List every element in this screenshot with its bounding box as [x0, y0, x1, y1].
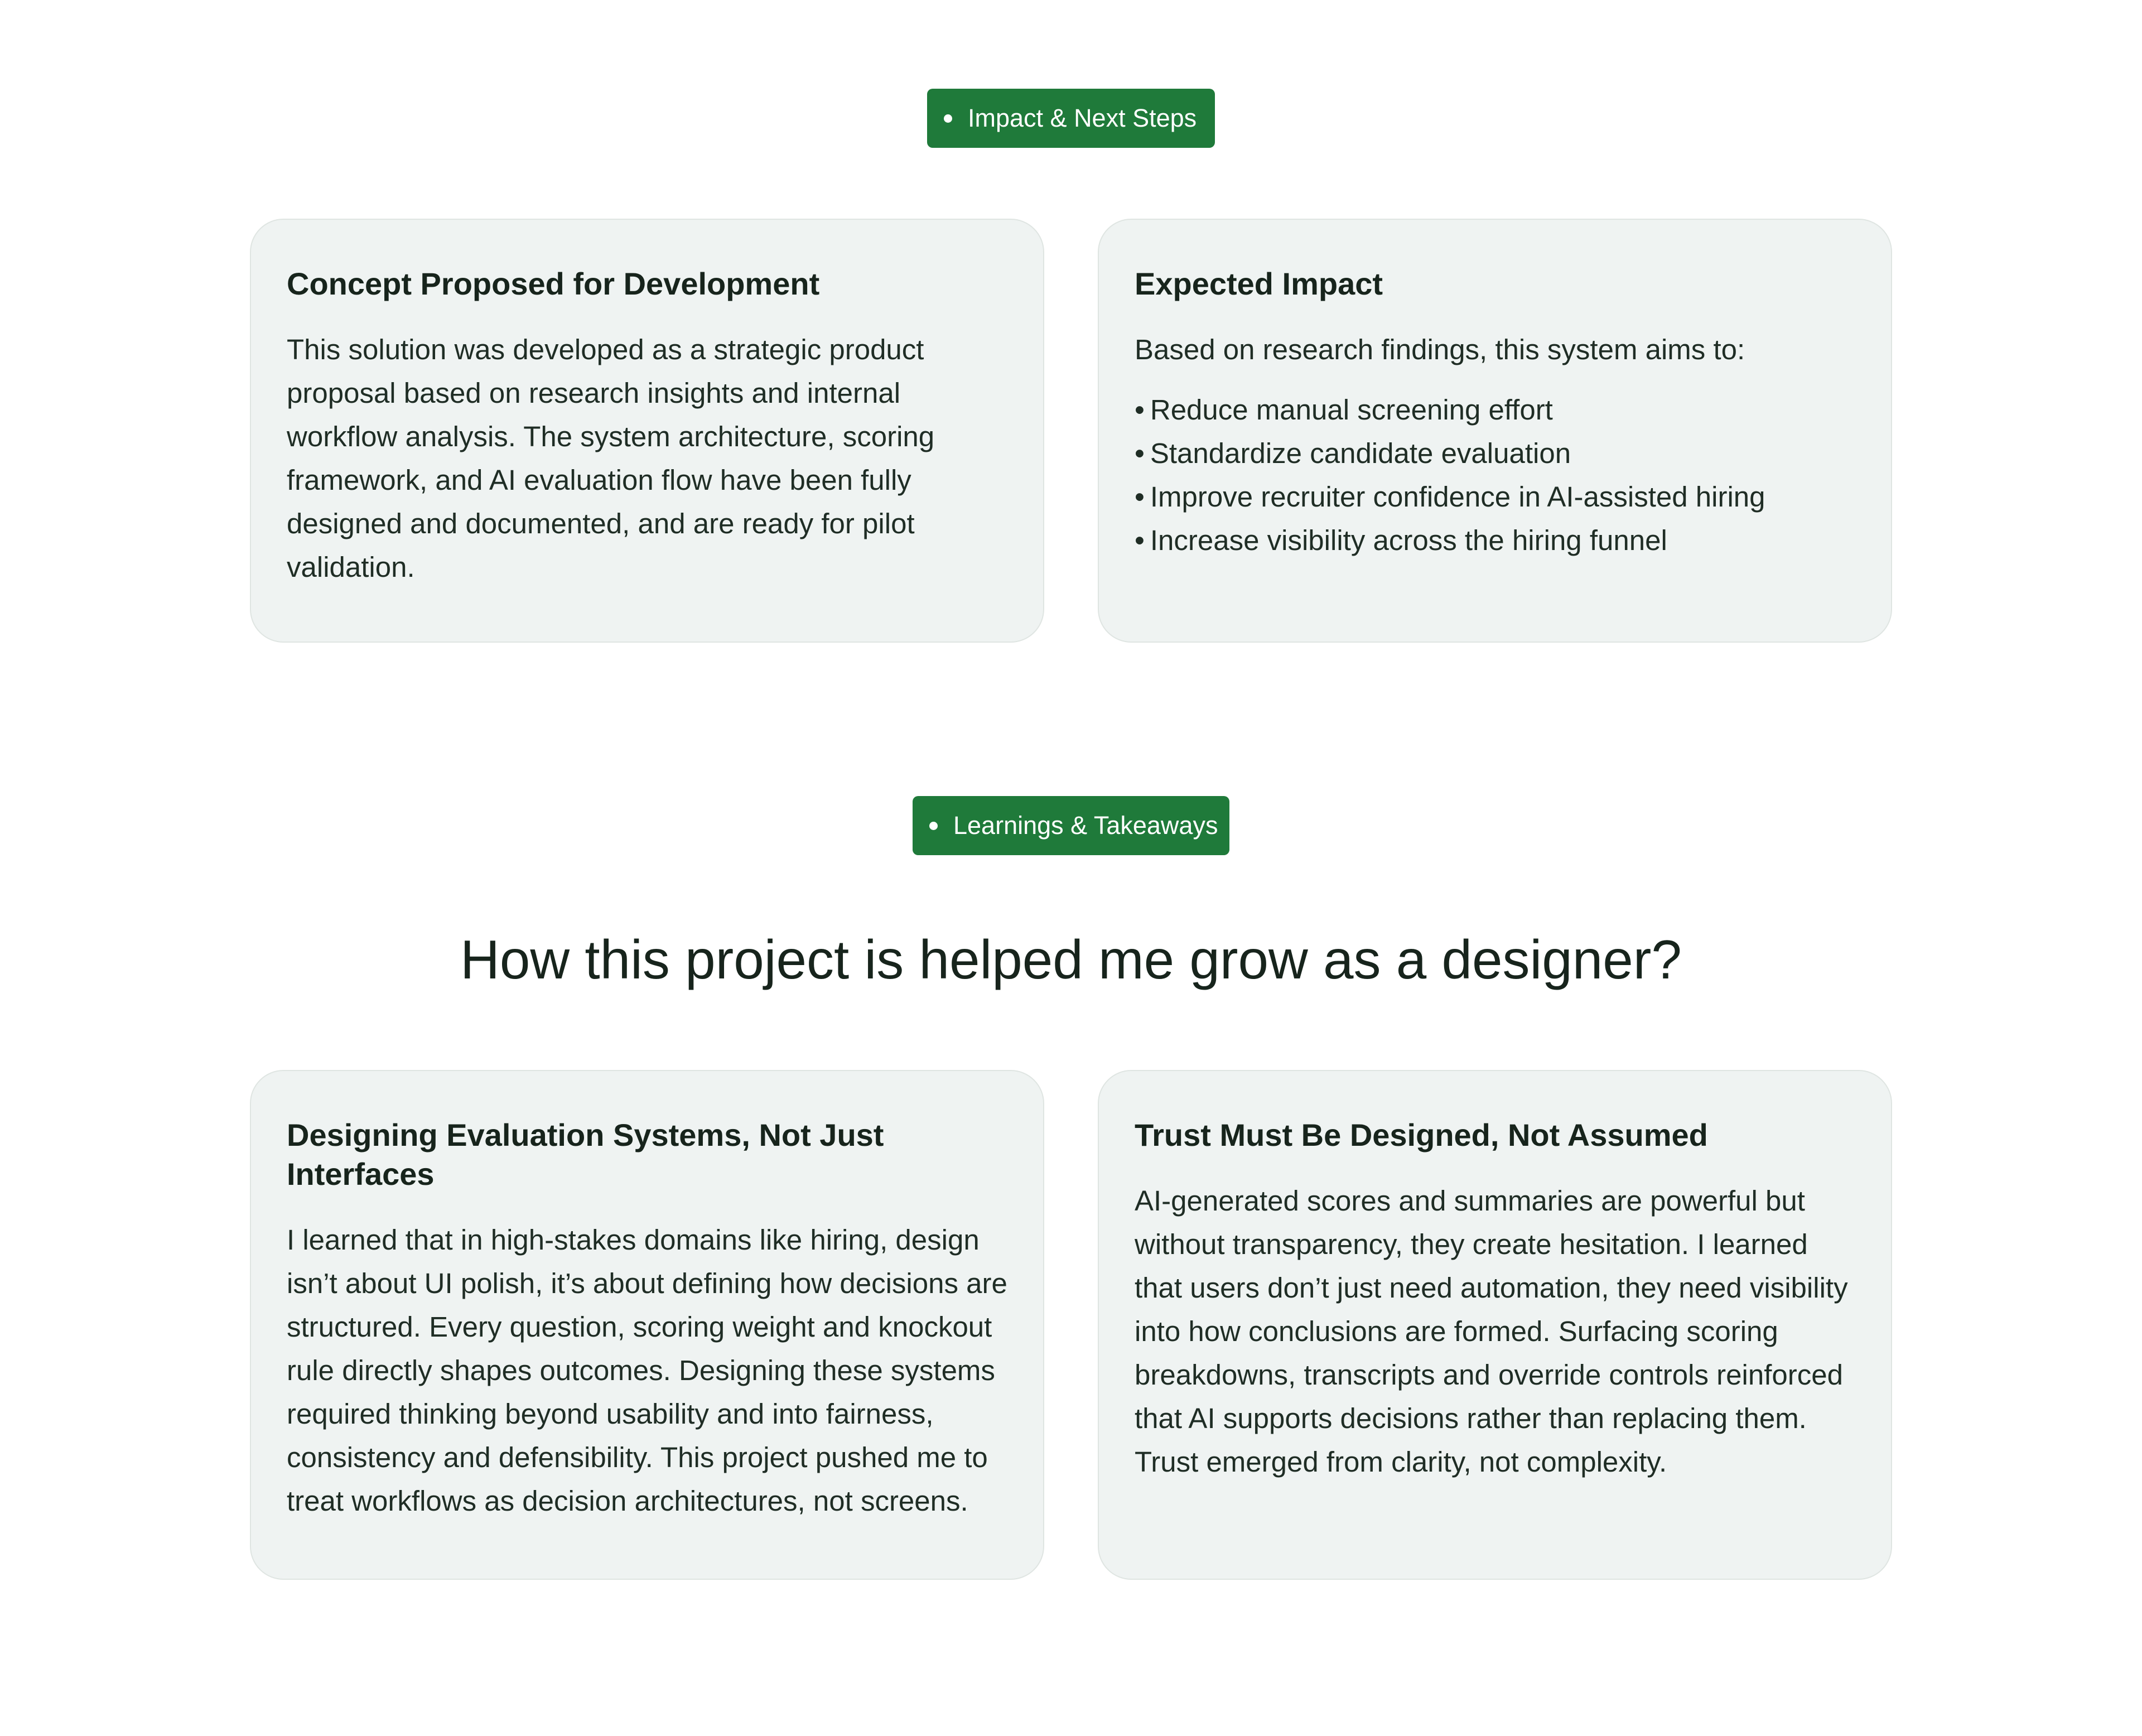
learnings-badge-label: Learnings & Takeaways	[953, 811, 1218, 840]
learnings-section-badge	[913, 796, 1229, 855]
concept-proposed-title: Concept Proposed for Development	[287, 266, 820, 301]
bullet-dot-icon	[929, 822, 938, 830]
designing-evaluation-card	[250, 1070, 1044, 1580]
designing-evaluation-title: Designing Evaluation Systems, Not Just Interfaces	[287, 1117, 884, 1192]
concept-proposed-card	[250, 219, 1044, 643]
concept-proposed-body: This solution was developed as a strategic product proposal based on research insights and internal workflow analysis. The system architecture, scoring framework, and AI evaluation flow have been fully designed and documented, and are ready for pilot validation.	[287, 334, 935, 583]
impact-section-badge	[927, 89, 1215, 148]
expected-impact-intro: Based on research findings, this system aims to:	[1135, 334, 1745, 365]
impact-badge-label: Impact & Next Steps	[968, 104, 1197, 132]
bullet-dot-icon	[944, 114, 952, 123]
expected-impact-list	[1135, 388, 1858, 562]
list-item: • Reduce manual screening effort	[1135, 388, 1858, 432]
list-item: • Improve recruiter confidence in AI-assisted hiring	[1135, 475, 1858, 519]
designing-evaluation-body: I learned that in high-stakes domains like hiring, design isn’t about UI polish, it’s about defining how decisions are structured. Every question, scoring weight and knockout rule directly shapes outcomes. Designing these systems required thinking beyond usability and into fairness, consistency and defensibility. This project pushed me to treat workflows as decision architectures, not screens.	[287, 1224, 1007, 1517]
trust-designed-title: Trust Must Be Designed, Not Assumed	[1135, 1117, 1708, 1152]
list-item: • Increase visibility across the hiring funnel	[1135, 519, 1858, 562]
trust-designed-card	[1098, 1070, 1892, 1580]
trust-designed-body: AI-generated scores and summaries are powerful but without transparency, they create hesitation. I learned that users don’t just need automation, they need visibility into how conclusions are formed. Surfacing scoring breakdowns, transcripts and override controls reinforced that AI supports decisions rather than replacing them. Trust emerged from clarity, not complexity.	[1135, 1185, 1848, 1478]
expected-impact-card	[1098, 219, 1892, 643]
learnings-headline: How this project is helped me grow as a designer?	[460, 929, 1682, 990]
list-item: • Standardize candidate evaluation	[1135, 432, 1858, 475]
expected-impact-title: Expected Impact	[1135, 266, 1383, 301]
